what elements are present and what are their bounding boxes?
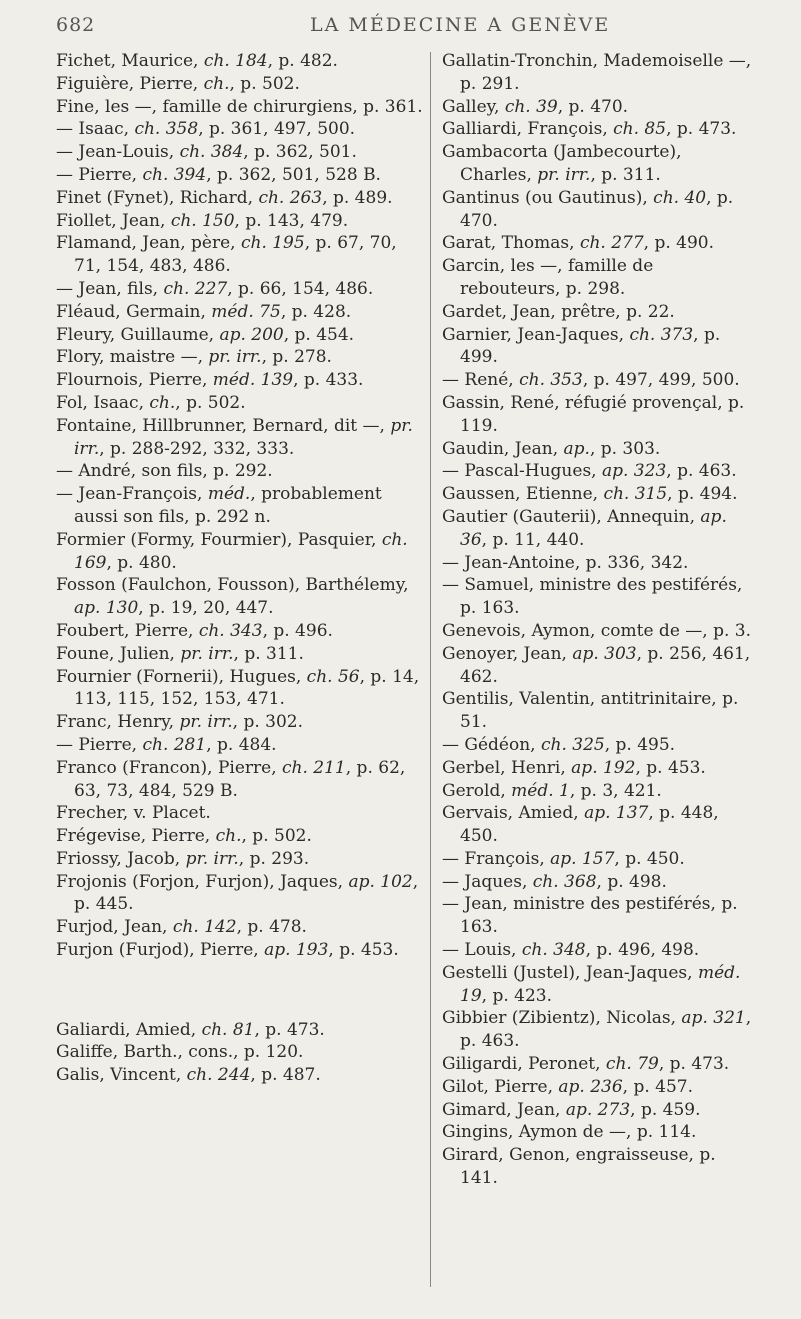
index-entry: Gaussen, Etienne, ch. 315, p. 494.: [442, 484, 738, 505]
index-entry: Gingins, Aymon de —, p. 114.: [442, 1122, 697, 1143]
index-entry: Foubert, Pierre, ch. 343, p. 496.: [56, 620, 333, 641]
index-entry: Gervais, Amied, ap. 137, p. 448, 450.: [442, 803, 719, 847]
index-entry: Furjod, Jean, ch. 142, p. 478.: [56, 917, 307, 938]
index-entry: — Samuel, ministre des pestiférés, p. 163.: [442, 575, 743, 619]
index-entry: Formier (Formy, Fourmier), Pasquier, ch. 169, p. 480.: [56, 529, 408, 573]
index-entry: Fiollet, Jean, ch. 150, p. 143, 479.: [56, 210, 349, 231]
index-entry: — Isaac, ch. 358, p. 361, 497, 500.: [56, 119, 356, 140]
index-entry: Gambacorta (Jambecourte), Charles, pr. irr., p. 311.: [442, 142, 682, 185]
index-entry: Gentilis, Valentin, antitrinitaire, p. 51.: [442, 689, 739, 733]
index-entry: Fleury, Guillaume, ap. 200, p. 454.: [56, 324, 355, 345]
index-column-right: [442, 50, 754, 1190]
index-entry: Garat, Thomas, ch. 277, p. 490.: [442, 233, 715, 254]
index-entry: Girard, Genon, engraisseuse, p. 141.: [442, 1145, 716, 1189]
index-entry: — Pierre, ch. 281, p. 484.: [56, 734, 277, 755]
index-entry: Frojonis (Forjon, Furjon), Jaques, ap. 102, p. 445.: [56, 871, 419, 915]
index-entry: — François, ap. 157, p. 450.: [442, 848, 685, 869]
index-entry: Genoyer, Jean, ap. 303, p. 256, 461, 462.: [442, 643, 751, 687]
index-entry: — Jean, fils, ch. 227, p. 66, 154, 486.: [56, 278, 374, 299]
index-entry: — Jean-François, méd., probablement aussi son fils, p. 292 n.: [56, 484, 382, 527]
index-entry: — Louis, ch. 348, p. 496, 498.: [442, 940, 700, 961]
index-entry: Flamand, Jean, père, ch. 195, p. 67, 70, 71, 154, 483, 486.: [56, 233, 397, 277]
index-entry: Giligardi, Peronet, ch. 79, p. 473.: [442, 1054, 730, 1075]
index-entry: Franc, Henry, pr. irr., p. 302.: [56, 712, 303, 733]
index-entry: Foune, Julien, pr. irr., p. 311.: [56, 643, 304, 664]
index-entry: — Gédéon, ch. 325, p. 495.: [442, 734, 676, 755]
index-entry: Fournier (Fornerii), Hugues, ch. 56, p. 14, 113, 115, 152, 153, 471.: [56, 666, 420, 710]
index-entry: Fine, les —, famille de chirurgiens, p. 361.: [56, 96, 423, 117]
index-entry: Galiffe, Barth., cons., p. 120.: [56, 1042, 304, 1063]
index-entry: Garnier, Jean-Jaques, ch. 373, p. 499.: [442, 324, 721, 368]
index-entry: Galiardi, Amied, ch. 81, p. 473.: [56, 1019, 325, 1040]
index-entry: Finet (Fynet), Richard, ch. 263, p. 489.: [56, 187, 393, 208]
index-entry: Fol, Isaac, ch., p. 502.: [56, 392, 246, 413]
index-entry: Gimard, Jean, ap. 273, p. 459.: [442, 1099, 701, 1120]
index-entry: Genevois, Aymon, comte de —, p. 3.: [442, 620, 751, 641]
running-title: LA MÉDECINE A GENÈVE: [310, 14, 611, 36]
index-entry: Fontaine, Hillbrunner, Bernard, dit —, pr. irr., p. 288-292, 332, 333.: [56, 415, 413, 459]
index-entry: Gibbier (Zibientz), Nicolas, ap. 321, p. 463.: [442, 1008, 752, 1052]
page-number: 682: [56, 14, 96, 36]
index-entry: Garcin, les —, famille de rebouteurs, p. 298.: [442, 256, 654, 299]
entry-spacer: [56, 979, 424, 1002]
index-entry: Gallatin-Tronchin, Mademoiselle —, p. 291.: [442, 51, 752, 94]
index-entry: — André, son fils, p. 292.: [56, 461, 273, 482]
index-entry: Gautier (Gauterii), Annequin, ap. 36, p. 11, 440.: [442, 506, 727, 550]
index-entry: Galley, ch. 39, p. 470.: [442, 96, 629, 117]
index-entry: Gilot, Pierre, ap. 236, p. 457.: [442, 1076, 694, 1097]
index-column-left: [56, 50, 424, 1087]
index-entry: Galis, Vincent, ch. 244, p. 487.: [56, 1065, 321, 1086]
page-header: [56, 6, 746, 42]
index-entry: Frégevise, Pierre, ch., p. 502.: [56, 826, 312, 847]
index-entry: Gerold, méd. 1, p. 3, 421.: [442, 780, 662, 801]
index-entry: Figuière, Pierre, ch., p. 502.: [56, 73, 300, 94]
index-entry: Gerbel, Henri, ap. 192, p. 453.: [442, 757, 706, 778]
index-entry: Furjon (Furjod), Pierre, ap. 193, p. 453.: [56, 940, 399, 961]
index-entry: Gassin, René, réfugié provençal, p. 119.: [442, 392, 745, 436]
index-entry: Friossy, Jacob, pr. irr., p. 293.: [56, 848, 310, 869]
index-entry: — René, ch. 353, p. 497, 499, 500.: [442, 370, 740, 391]
index-entry: Galliardi, François, ch. 85, p. 473.: [442, 119, 737, 140]
index-entry: — Jean, ministre des pestiférés, p. 163.: [442, 894, 738, 938]
index-entry: — Pierre, ch. 394, p. 362, 501, 528 B.: [56, 164, 381, 185]
index-entry: Frecher, v. Placet.: [56, 803, 211, 824]
index-entry: Fléaud, Germain, méd. 75, p. 428.: [56, 301, 352, 322]
index-entry: — Jean-Louis, ch. 384, p. 362, 501.: [56, 142, 357, 163]
index-entry: — Jean-Antoine, p. 336, 342.: [442, 552, 689, 573]
index-entry: Gantinus (ou Gautinus), ch. 40, p. 470.: [442, 187, 734, 231]
index-entry: — Pascal-Hugues, ap. 323, p. 463.: [442, 461, 737, 482]
index-entry: Gardet, Jean, prêtre, p. 22.: [442, 301, 675, 322]
index-entry: Flory, maistre —, pr. irr., p. 278.: [56, 347, 332, 368]
index-entry: Fichet, Maurice, ch. 184, p. 482.: [56, 51, 338, 71]
index-entry: Gaudin, Jean, ap., p. 303.: [442, 438, 661, 459]
index-entry: — Jaques, ch. 368, p. 498.: [442, 871, 667, 892]
column-divider: [430, 52, 431, 1287]
index-entry: Franco (Francon), Pierre, ch. 211, p. 62, 63, 73, 484, 529 B.: [56, 757, 406, 801]
index-entry: Flournois, Pierre, méd. 139, p. 433.: [56, 370, 364, 391]
index-entry: Fosson (Faulchon, Fousson), Barthélemy, ap. 130, p. 19, 20, 447.: [56, 575, 409, 619]
index-entry: Gestelli (Justel), Jean-Jaques, méd. 19, p. 423.: [442, 962, 741, 1006]
